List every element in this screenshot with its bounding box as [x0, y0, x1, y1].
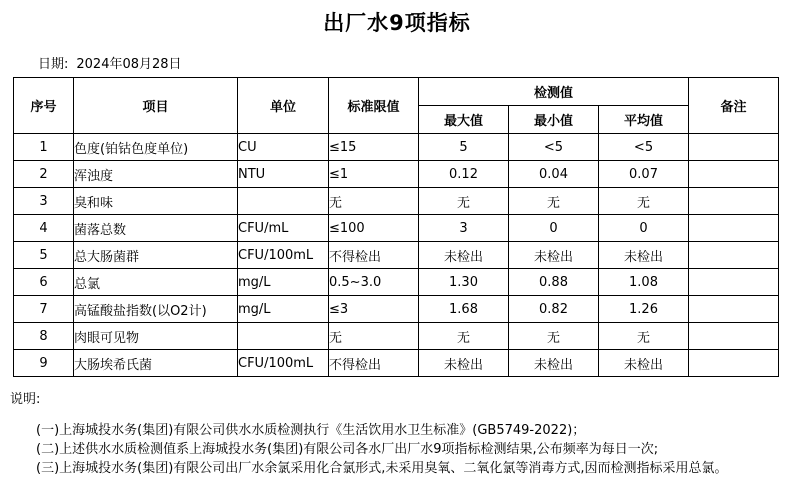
row-max: 无 [419, 323, 509, 350]
note-item-1: (一)上海城投水务(集团)有限公司供水水质检测执行《生活饮用水卫生标准》(GB5749-2022)； [36, 423, 586, 438]
page-title: 出厂水9项指标 [323, 11, 471, 35]
row-item: 总氯 [74, 269, 238, 296]
row-avg: 无 [599, 323, 689, 350]
row-unit: mg/L [238, 269, 329, 296]
row-limit: ≤15 [329, 134, 419, 161]
notes-label: 说明: [10, 392, 41, 407]
table-row [14, 134, 779, 161]
row-avg: 1.26 [599, 296, 689, 323]
row-avg: 1.08 [599, 269, 689, 296]
report-date [38, 53, 182, 72]
header-max: 最大值 [419, 106, 509, 134]
table-row [14, 350, 779, 377]
table-row [14, 161, 779, 188]
table-row [14, 296, 779, 323]
row-remark [689, 215, 779, 242]
header-remark: 备注 [689, 78, 779, 134]
row-no: 4 [14, 215, 74, 242]
row-remark [689, 161, 779, 188]
row-limit: 无 [329, 323, 419, 350]
row-limit: ≤3 [329, 296, 419, 323]
row-limit: 0.5~3.0 [329, 269, 419, 296]
row-remark [689, 323, 779, 350]
header-detection: 检测值 [419, 78, 689, 106]
note-item-3: (三)上海城投水务(集团)有限公司出厂水余氯采用化合氯形式,未采用臭氧、二氧化氯等消毒方式,因而检测指标采用总氯。 [36, 461, 728, 476]
row-unit: mg/L [238, 296, 329, 323]
header-unit: 单位 [238, 78, 329, 134]
row-remark [689, 296, 779, 323]
row-item: 色度(铂钴色度单位) [74, 134, 238, 161]
row-max: 未检出 [419, 350, 509, 377]
row-unit [238, 323, 329, 350]
row-limit: ≤100 [329, 215, 419, 242]
table-row [14, 242, 779, 269]
row-max: 5 [419, 134, 509, 161]
row-limit: ≤1 [329, 161, 419, 188]
row-unit: CU [238, 134, 329, 161]
date-value: 2024年08月28日 [76, 57, 182, 72]
row-limit: 不得检出 [329, 242, 419, 269]
row-item: 肉眼可见物 [74, 323, 238, 350]
row-min: 0 [509, 215, 599, 242]
row-limit: 不得检出 [329, 350, 419, 377]
table-header-row-1 [14, 78, 779, 106]
row-no: 3 [14, 188, 74, 215]
row-avg: 未检出 [599, 350, 689, 377]
row-min: 未检出 [509, 242, 599, 269]
row-item: 臭和味 [74, 188, 238, 215]
row-remark [689, 188, 779, 215]
row-no: 8 [14, 323, 74, 350]
row-avg: <5 [599, 134, 689, 161]
row-min: 0.82 [509, 296, 599, 323]
row-limit: 无 [329, 188, 419, 215]
row-avg: 0.07 [599, 161, 689, 188]
header-min: 最小值 [509, 106, 599, 134]
row-item: 高锰酸盐指数(以O2计) [74, 296, 238, 323]
row-remark [689, 242, 779, 269]
row-no: 9 [14, 350, 74, 377]
row-min: 0.88 [509, 269, 599, 296]
header-item: 项目 [74, 78, 238, 134]
table-row [14, 215, 779, 242]
row-avg: 未检出 [599, 242, 689, 269]
row-item: 总大肠菌群 [74, 242, 238, 269]
note-item-2: (二)上述供水水质检测值系上海城投水务(集团)有限公司各水厂出厂水9项指标检测结果,公布频率为每日一次; [36, 442, 659, 457]
header-no: 序号 [14, 78, 74, 134]
row-avg: 0 [599, 215, 689, 242]
header-limit: 标准限值 [329, 78, 419, 134]
date-label: 日期: [38, 57, 69, 72]
row-no: 1 [14, 134, 74, 161]
row-max: 无 [419, 188, 509, 215]
row-max: 0.12 [419, 161, 509, 188]
notes-section [10, 388, 790, 478]
row-min: 无 [509, 188, 599, 215]
row-item: 浑浊度 [74, 161, 238, 188]
row-avg: 无 [599, 188, 689, 215]
row-unit: CFU/100mL [238, 242, 329, 269]
indicators-table [13, 77, 779, 377]
row-item: 菌落总数 [74, 215, 238, 242]
row-unit [238, 188, 329, 215]
row-max: 1.30 [419, 269, 509, 296]
row-max: 1.68 [419, 296, 509, 323]
row-min: 未检出 [509, 350, 599, 377]
row-remark [689, 134, 779, 161]
row-remark [689, 269, 779, 296]
table-row [14, 323, 779, 350]
row-min: 0.04 [509, 161, 599, 188]
table-row [14, 269, 779, 296]
row-no: 5 [14, 242, 74, 269]
row-no: 7 [14, 296, 74, 323]
row-unit: CFU/100mL [238, 350, 329, 377]
row-max: 3 [419, 215, 509, 242]
row-unit: CFU/mL [238, 215, 329, 242]
row-min: 无 [509, 323, 599, 350]
table-row [14, 188, 779, 215]
row-unit: NTU [238, 161, 329, 188]
row-min: <5 [509, 134, 599, 161]
header-avg: 平均值 [599, 106, 689, 134]
row-max: 未检出 [419, 242, 509, 269]
row-no: 6 [14, 269, 74, 296]
row-remark [689, 350, 779, 377]
row-no: 2 [14, 161, 74, 188]
row-item: 大肠埃希氏菌 [74, 350, 238, 377]
